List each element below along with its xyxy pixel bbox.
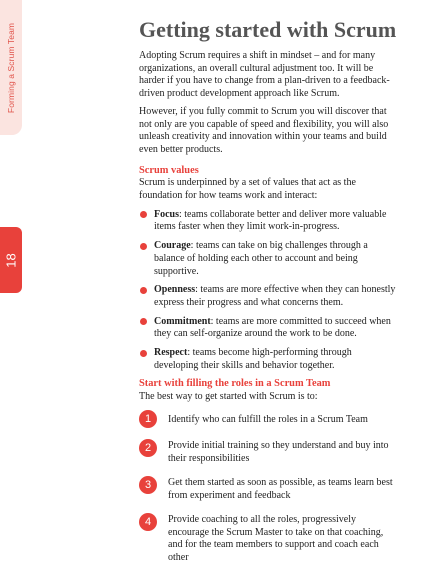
value-item-focus bbox=[139, 209, 397, 234]
value-term: Courage bbox=[154, 240, 191, 252]
values-list bbox=[139, 209, 397, 373]
step-number-badge: 4 bbox=[139, 513, 157, 531]
value-text: : teams collaborate better and deliver more valuable items faster when they limit work-in-progress. bbox=[154, 208, 387, 233]
bullet-dot-icon bbox=[140, 318, 147, 325]
bullet-dot-icon bbox=[140, 243, 147, 250]
chapter-label: Forming a Scrum Team bbox=[6, 22, 16, 113]
step-item-4 bbox=[139, 513, 397, 565]
value-text: : teams can take on big challenges through a balance of holding each other to account and being supportive. bbox=[154, 240, 368, 277]
value-item-courage bbox=[139, 240, 397, 278]
values-lead: Scrum is underpinned by a set of values that act as the foundation for how teams work and interact: bbox=[139, 177, 356, 202]
intro-paragraph-1: Adopting Scrum requires a shift in mindset – and for many organizations, an overall cultural adjustment too. It will be harder if you have to change from a plan-driven to a feedback-driven product development approach like Scrum. bbox=[139, 50, 390, 100]
step-item-2 bbox=[139, 439, 397, 468]
step-item-3 bbox=[139, 476, 397, 505]
roles-heading: Start with filling the roles in a Scrum Team bbox=[139, 378, 331, 390]
value-term: Respect bbox=[154, 347, 188, 359]
page-title: Getting started with Scrum bbox=[139, 17, 397, 42]
step-item-1 bbox=[139, 410, 397, 434]
chapter-side-tab-label bbox=[0, 0, 22, 135]
values-heading: Scrum values bbox=[139, 164, 199, 176]
bullet-dot-icon bbox=[140, 211, 147, 218]
page-number-tab bbox=[0, 227, 22, 293]
roles-lead: The best way to get started with Scrum is to: bbox=[139, 391, 318, 403]
step-number-badge: 3 bbox=[139, 476, 157, 494]
value-text: : teams become high-performing through developing their skills and behavior together. bbox=[154, 347, 352, 371]
page-content bbox=[139, 16, 397, 565]
bullet-dot-icon bbox=[140, 350, 147, 357]
value-term: Openness bbox=[154, 284, 196, 296]
step-text: Identify who can fulfill the roles in a Scrum Team bbox=[168, 413, 368, 425]
value-text: : teams are more effective when they can honestly express their progress and what concerns them. bbox=[154, 284, 396, 308]
step-text: Provide initial training so they understand and buy into their responsibilities bbox=[168, 439, 389, 464]
value-item-openness bbox=[139, 284, 397, 309]
value-term: Focus bbox=[154, 208, 179, 220]
value-term: Commitment bbox=[154, 315, 211, 327]
roles-steps bbox=[139, 410, 397, 565]
step-number-badge: 1 bbox=[139, 410, 157, 428]
value-item-respect bbox=[139, 347, 397, 372]
step-text: Get them started as soon as possible, as teams learn best from experiment and feedback bbox=[168, 476, 393, 501]
step-number-badge: 2 bbox=[139, 439, 157, 457]
intro-paragraph-2: However, if you fully commit to Scrum you will discover that not only are you capable of speed and flexibility, you will also unleash creativity and innovation within your teams and build even better products. bbox=[139, 105, 389, 155]
bullet-dot-icon bbox=[140, 287, 147, 294]
value-text: : teams are more committed to succeed when they can self-organize around the work to be done. bbox=[154, 315, 391, 340]
value-item-commitment bbox=[139, 316, 397, 341]
step-text: Provide coaching to all the roles, progressively encourage the Scrum Master to take on that coaching, and for the team members to support and coach each other bbox=[168, 513, 384, 563]
page-number: 18 bbox=[3, 252, 19, 268]
